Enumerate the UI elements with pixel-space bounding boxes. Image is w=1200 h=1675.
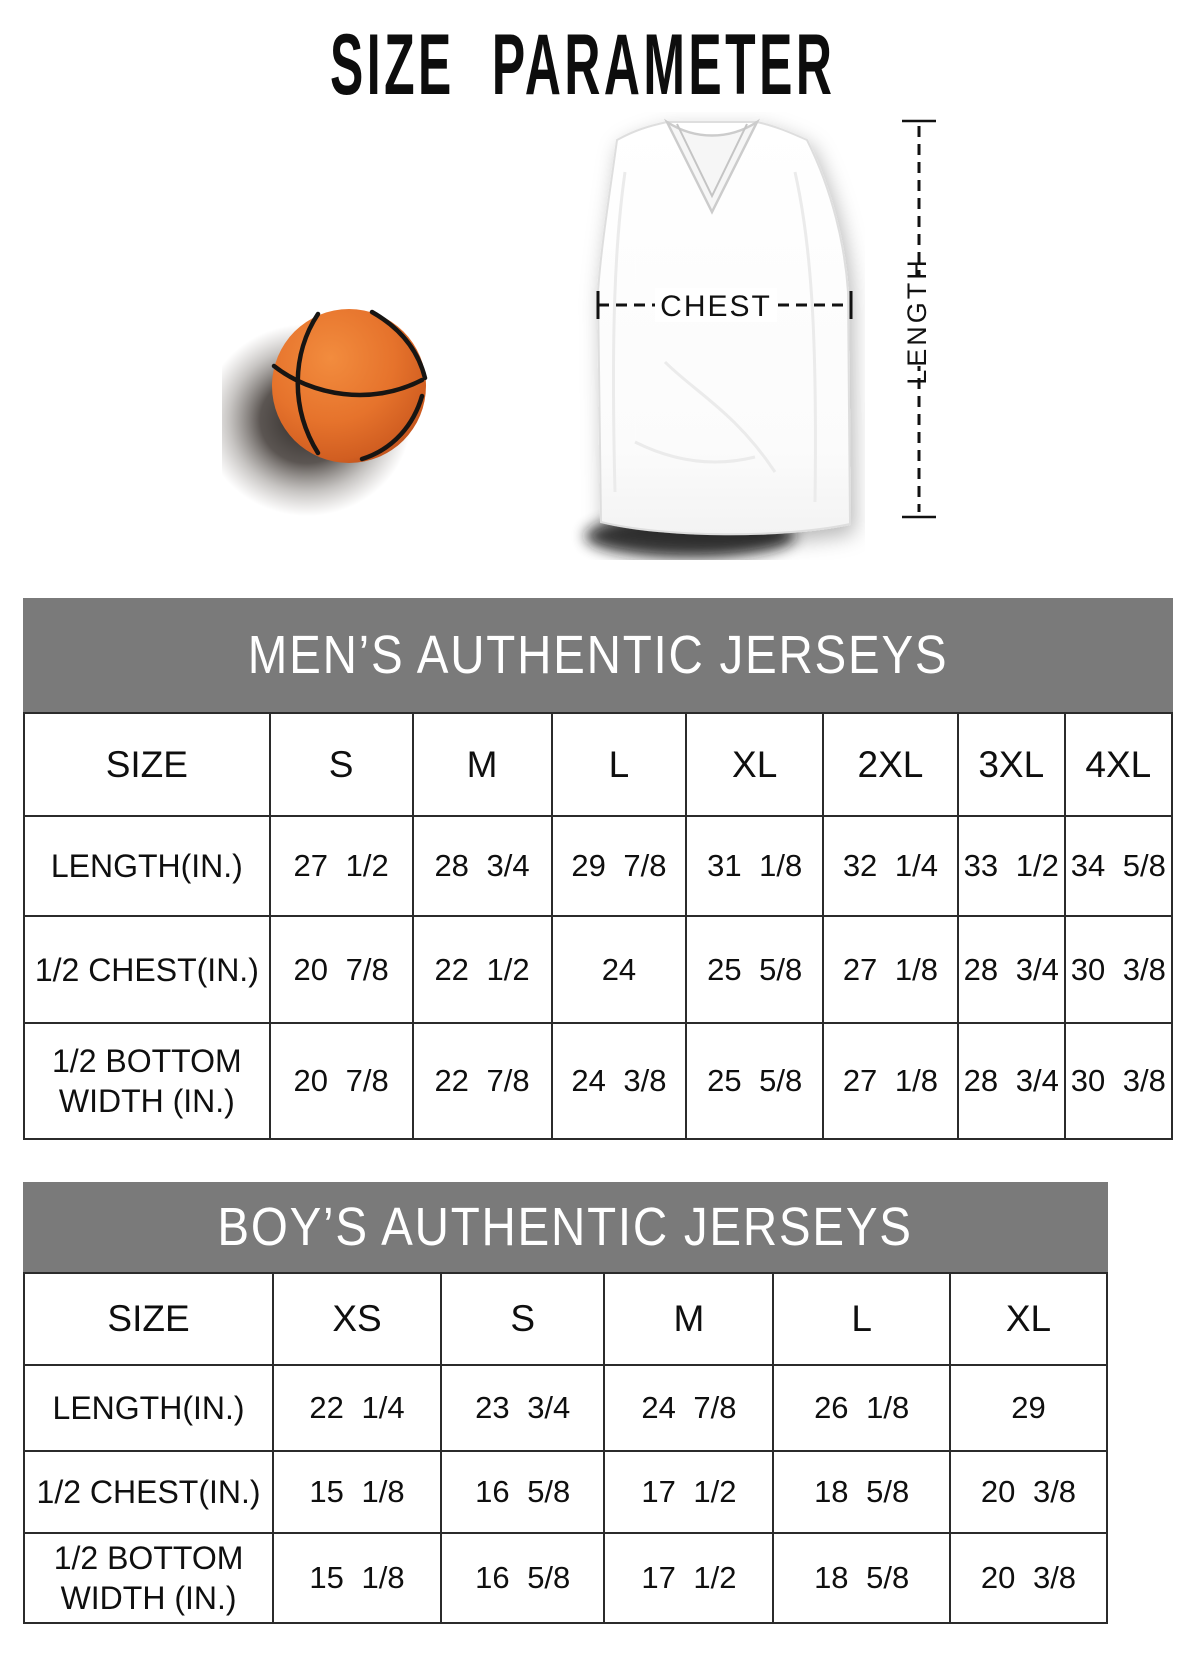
table-row: [24, 816, 1172, 916]
table-cell: 24 3/8: [552, 1023, 687, 1139]
row-label: LENGTH(IN.): [24, 816, 270, 916]
size-column-header: S: [270, 713, 413, 816]
boys-size-table-section: [23, 1182, 1108, 1624]
size-corner-header: SIZE: [24, 1273, 273, 1365]
table-cell: 17 1/2: [604, 1533, 773, 1623]
table-cell: 20 3/8: [950, 1451, 1107, 1533]
size-column-header: L: [552, 713, 687, 816]
table-cell: 32 1/4: [823, 816, 958, 916]
table-cell: 16 5/8: [441, 1451, 605, 1533]
table-cell: 20 3/8: [950, 1533, 1107, 1623]
table-cell: 27 1/2: [270, 816, 413, 916]
table-cell: 25 5/8: [686, 1023, 823, 1139]
size-column-header: XL: [686, 713, 823, 816]
table-row: [24, 916, 1172, 1023]
table-row: [24, 1023, 1172, 1139]
table-cell: 30 3/8: [1065, 916, 1172, 1023]
table-cell: 24 7/8: [604, 1365, 773, 1451]
size-column-header: 3XL: [958, 713, 1065, 816]
size-column-header: 4XL: [1065, 713, 1172, 816]
table-cell: 23 3/4: [441, 1365, 605, 1451]
page-title: [0, 16, 1165, 115]
size-column-header: L: [773, 1273, 950, 1365]
table-cell: 15 1/8: [273, 1533, 441, 1623]
table-cell: 28 3/4: [413, 816, 552, 916]
table-cell: 34 5/8: [1065, 816, 1172, 916]
table-cell: 18 5/8: [773, 1451, 950, 1533]
size-column-header: 2XL: [823, 713, 958, 816]
table-cell: 15 1/8: [273, 1451, 441, 1533]
row-label: 1/2 BOTTOM WIDTH (IN.): [24, 1023, 270, 1139]
boys-table-title-band: [23, 1182, 1108, 1272]
table-cell: 27 1/8: [823, 916, 958, 1023]
table-row: [24, 1451, 1107, 1533]
table-cell: 26 1/8: [773, 1365, 950, 1451]
table-cell: 18 5/8: [773, 1533, 950, 1623]
table-cell: 20 7/8: [270, 916, 413, 1023]
table-cell: 25 5/8: [686, 916, 823, 1023]
table-cell: 30 3/8: [1065, 1023, 1172, 1139]
row-label: 1/2 BOTTOM WIDTH (IN.): [24, 1533, 273, 1623]
mens-table-title: MEN’S AUTHENTIC JERSEYS: [247, 625, 949, 685]
table-cell: 22 1/4: [273, 1365, 441, 1451]
table-cell: 31 1/8: [686, 816, 823, 916]
length-label: LENGTH: [902, 257, 932, 385]
mens-size-table: [23, 712, 1173, 1140]
table-cell: 16 5/8: [441, 1533, 605, 1623]
boys-table-title: BOY’S AUTHENTIC JERSEYS: [217, 1197, 914, 1257]
table-row: [24, 1365, 1107, 1451]
mens-size-table-section: [23, 598, 1173, 1140]
mens-table-title-band: [23, 598, 1173, 712]
table-cell: 20 7/8: [270, 1023, 413, 1139]
row-label: LENGTH(IN.): [24, 1365, 273, 1451]
table-cell: 29 7/8: [552, 816, 687, 916]
length-measure-line: [896, 118, 942, 520]
basketball-illustration: [222, 248, 507, 523]
size-column-header: M: [413, 713, 552, 816]
chest-label: CHEST: [660, 290, 772, 323]
jersey-illustration: [545, 112, 865, 560]
table-cell: 29: [950, 1365, 1107, 1451]
table-cell: 33 1/2: [958, 816, 1065, 916]
boys-size-table: [23, 1272, 1108, 1624]
table-cell: 24: [552, 916, 687, 1023]
table-row: [24, 1533, 1107, 1623]
table-cell: 27 1/8: [823, 1023, 958, 1139]
table-cell: 28 3/4: [958, 1023, 1065, 1139]
table-cell: 22 7/8: [413, 1023, 552, 1139]
page-title-text: SIZE PARAMETER: [329, 17, 836, 113]
size-column-header: XS: [273, 1273, 441, 1365]
row-label: 1/2 CHEST(IN.): [24, 916, 270, 1023]
size-column-header: XL: [950, 1273, 1107, 1365]
row-label: 1/2 CHEST(IN.): [24, 1451, 273, 1533]
size-corner-header: SIZE: [24, 713, 270, 816]
table-cell: 17 1/2: [604, 1451, 773, 1533]
size-column-header: S: [441, 1273, 605, 1365]
table-cell: 22 1/2: [413, 916, 552, 1023]
size-column-header: M: [604, 1273, 773, 1365]
table-cell: 28 3/4: [958, 916, 1065, 1023]
